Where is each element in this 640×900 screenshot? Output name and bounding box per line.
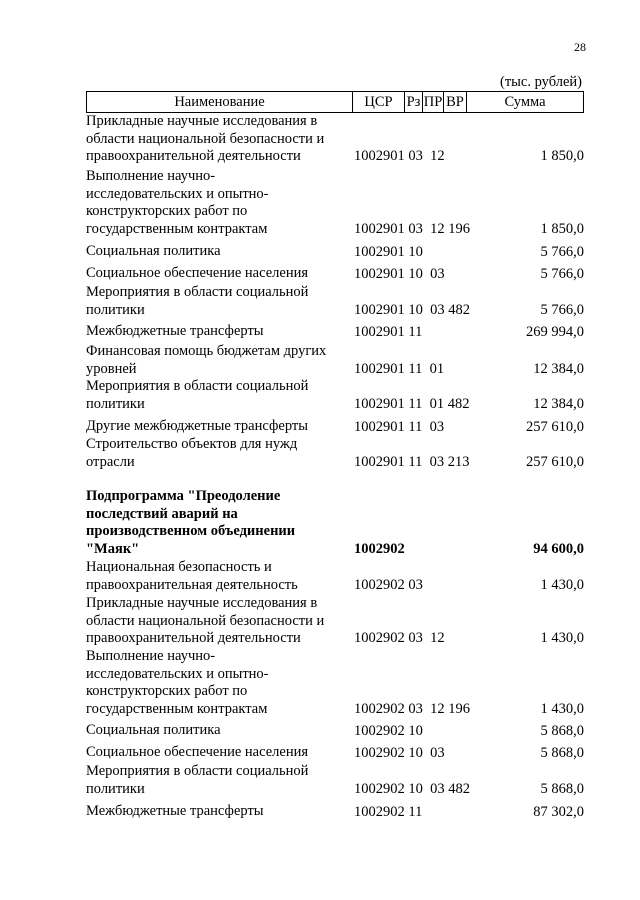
row-name — [86, 243, 348, 261]
row-code: 1002901 11 01 — [354, 360, 445, 377]
row-name-line: "Маяк" — [86, 540, 140, 557]
row-name-line: области национальной безопасности и — [86, 612, 325, 629]
header-rz: Рз — [406, 94, 421, 110]
row-name-line: правоохранительная деятельность — [86, 576, 298, 593]
row-name-line: государственным контрактам — [86, 220, 268, 237]
row-code: 1002901 03 12 — [354, 147, 445, 164]
header-sum: Сумма — [504, 94, 546, 110]
row-name-line: Прикладные научные исследования в — [86, 113, 318, 129]
table-row — [86, 803, 584, 821]
table-row — [86, 343, 584, 378]
table-row — [86, 559, 584, 594]
row-name-line: Межбюджетные трансферты — [86, 323, 264, 339]
row-sum: 269 994,0 — [526, 323, 584, 340]
table-row — [86, 378, 584, 413]
row-sum: 257 610,0 — [526, 453, 584, 470]
row-name-line: Социальная политика — [86, 243, 221, 259]
table-row — [86, 284, 584, 319]
row-name-line: правоохранительной деятельности — [86, 148, 301, 164]
row-name-line: Мероприятия в области социальной — [86, 763, 309, 779]
row-name-line: Социальное обеспечение населения — [86, 744, 309, 760]
row-sum: 5 868,0 — [540, 744, 584, 761]
row-name-line: конструкторских работ по — [86, 683, 248, 699]
row-name — [86, 488, 348, 558]
header-csr: ЦСР — [364, 94, 393, 110]
row-code: 1002901 10 03 482 — [354, 301, 470, 318]
table-row — [86, 265, 584, 283]
row-name-line: производственном объединении — [86, 523, 296, 539]
row-name-line: Подпрограмма "Преодоление — [86, 488, 281, 504]
row-name — [86, 343, 348, 378]
row-name-line: политики — [86, 395, 145, 412]
row-name-line: исследовательских и опытно- — [86, 665, 269, 682]
row-name-line: Выполнение научно- — [86, 168, 216, 184]
row-name-line: Межбюджетные трансферты — [86, 803, 264, 819]
row-name — [86, 436, 348, 471]
row-name-line: конструкторских работ по — [86, 203, 248, 219]
row-sum: 1 850,0 — [540, 220, 584, 237]
row-name — [86, 323, 348, 341]
row-sum: 1 850,0 — [540, 147, 584, 164]
row-name-line: правоохранительной деятельности — [86, 630, 301, 646]
table-row — [86, 323, 584, 341]
header-vr: ВР — [446, 94, 464, 110]
row-name-line: Строительство объектов для нужд — [86, 436, 298, 452]
row-name-line: Финансовая помощь бюджетам других — [86, 343, 327, 359]
row-code: 1002902 10 — [354, 722, 423, 739]
table-row — [86, 595, 584, 647]
row-name — [86, 113, 348, 166]
row-name — [86, 265, 348, 283]
row-name-line: Прикладные научные исследования в — [86, 595, 318, 611]
row-sum: 1 430,0 — [540, 576, 584, 593]
row-sum: 5 766,0 — [540, 243, 584, 260]
row-code: 1002901 10 — [354, 243, 423, 260]
row-name-line: Другие межбюджетные трансферты — [86, 418, 308, 434]
row-name-line: Мероприятия в области социальной — [86, 284, 309, 300]
table-row — [86, 418, 584, 436]
subprogram-row — [86, 488, 584, 558]
row-name — [86, 168, 348, 238]
row-name — [86, 595, 348, 648]
row-name — [86, 763, 348, 798]
row-sum: 12 384,0 — [533, 360, 584, 377]
row-name — [86, 418, 348, 436]
row-name-line: Социальное обеспечение населения — [86, 265, 309, 281]
header-pr: ПР — [423, 94, 443, 110]
row-code: 1002902 03 12 — [354, 629, 445, 646]
row-sum: 5 766,0 — [540, 301, 584, 318]
row-code: 1002902 03 — [354, 576, 423, 593]
units-label: (тыс. рублей) — [500, 74, 582, 90]
row-sum: 5 868,0 — [540, 780, 584, 797]
row-sum: 5 868,0 — [540, 722, 584, 739]
row-code: 1002902 — [354, 540, 405, 557]
table-row — [86, 763, 584, 798]
table-row — [86, 744, 584, 762]
row-code: 1002902 03 12 196 — [354, 700, 470, 717]
row-name-line: Выполнение научно- — [86, 648, 216, 664]
row-name — [86, 722, 348, 740]
row-name-line: Национальная безопасность и — [86, 559, 272, 575]
header-name: Наименование — [174, 94, 265, 110]
row-name-line: политики — [86, 301, 145, 318]
row-sum: 1 430,0 — [540, 700, 584, 717]
row-name — [86, 744, 348, 762]
row-code: 1002901 10 03 — [354, 265, 445, 282]
row-code: 1002901 11 03 213 — [354, 453, 470, 470]
row-name-line: политики — [86, 780, 145, 797]
page-number: 28 — [574, 40, 586, 54]
row-code: 1002901 11 — [354, 323, 423, 340]
row-name — [86, 648, 348, 718]
row-code: 1002902 10 03 482 — [354, 780, 470, 797]
row-sum: 12 384,0 — [533, 395, 584, 412]
table-row — [86, 648, 584, 718]
table-row — [86, 168, 584, 238]
row-code: 1002902 10 03 — [354, 744, 445, 761]
table-row — [86, 243, 584, 261]
row-name-line: уровней — [86, 360, 137, 377]
table-row — [86, 722, 584, 740]
row-sum: 257 610,0 — [526, 418, 584, 435]
row-code: 1002901 11 01 482 — [354, 395, 470, 412]
row-code: 1002901 11 03 — [354, 418, 445, 435]
row-name-line: последствий аварий на — [86, 505, 238, 522]
row-sum: 87 302,0 — [533, 803, 584, 820]
row-sum: 5 766,0 — [540, 265, 584, 282]
table-row — [86, 113, 584, 165]
row-name — [86, 803, 348, 821]
row-name-line: области национальной безопасности и — [86, 130, 325, 147]
row-code: 1002901 03 12 196 — [354, 220, 470, 237]
row-name-line: Мероприятия в области социальной — [86, 378, 309, 394]
row-code: 1002902 11 — [354, 803, 423, 820]
row-name-line: Социальная политика — [86, 722, 221, 738]
row-name-line: отрасли — [86, 453, 135, 470]
row-name-line: исследовательских и опытно- — [86, 185, 269, 202]
row-name — [86, 378, 348, 413]
row-name — [86, 559, 348, 594]
table-header — [86, 91, 584, 113]
row-sum: 94 600,0 — [533, 540, 584, 557]
row-name — [86, 284, 348, 319]
table-row — [86, 436, 584, 471]
row-sum: 1 430,0 — [540, 629, 584, 646]
row-name-line: государственным контрактам — [86, 700, 268, 717]
